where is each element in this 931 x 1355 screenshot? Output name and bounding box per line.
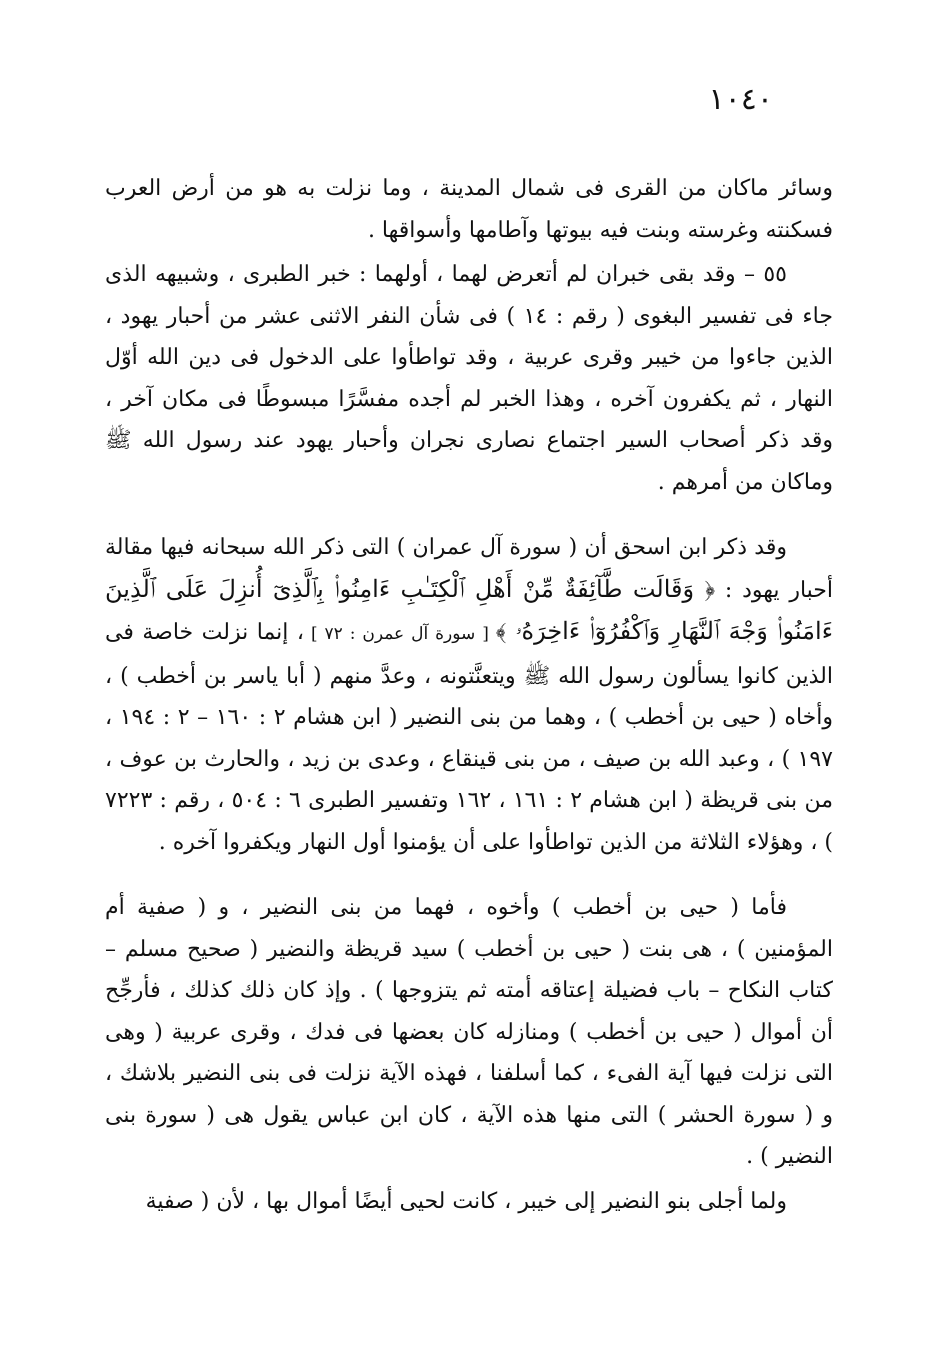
paragraph-4: فأما ( حيى بن أخطب ) وأخوه ، فهما من بنى النضير ، و ( صفية أم المؤمنين ) ، هى بنت ( حيى بن أخطب ) سيد قريظة والنضير ( صحيح مسلم – كتاب النكاح – باب فضيلة إعتاقه أمته ثم يتزوجها ) . وإذ كان ذلك كذلك ، فأرجِّح أن أموال ( حيى بن أخطب ) ومنازله كان بعضها فى فدك ، وقرى عربية ( وهى التى نزلت فيها آية الفىء ، كما أسلفنا ، فهذه الآية نزلت فى بنى النضير بلاشك ، و ( سورة الحشر ) التى منها هذه الآية ، كان ابن عباس يقول هى ( سورة بنى النضير ) . <box>105 895 833 1169</box>
paragraph-3 <box>105 527 833 863</box>
body-text <box>105 168 833 1222</box>
paragraph-5: ولما أجلى بنو النضير إلى خيبر ، كانت لحيى أيضًا أموال بها ، لأن ( صفية <box>145 1188 787 1214</box>
verse-reference: [ سورة آل عمرن : ٧٢ ] <box>304 624 496 644</box>
paragraph-2: ٥٥ – وقد بقى خبران لم أتعرض لهما ، أولهما : خبر الطبرى ، وشبيهه الذى جاء فى تفسير البغوى ( رقم : ١٤ ) فى شأن النفر الاثنى عشر من أحبار يهود ، الذين جاءوا من خيبر وقرى عربية ، وقد تواطأوا على الدخول فى دين الله أوّل النهار ، ثم يكفرون آخره ، وهذا الخبر لم أجده مفسَّرًا مبسوطًا فى مكان آخر ، وقد ذكر أصحاب السير اجتماع نصارى نجران وأحبار يهود عند رسول الله ﷺ وماكان من أمرهم . <box>105 262 833 495</box>
page-number: ١٠٤٠ <box>708 82 773 117</box>
paragraph-1: وسائر ماكان من القرى فى شمال المدينة ، وما نزلت به هو من أرض العرب فسكنته وغرسته وبنت فيه بيوتها وآطامها وأسواقها . <box>105 176 833 243</box>
quran-verse: ﴿ وَقَالَت طَّآئِفَةٌ مِّنْ أَهْلِ ٱلْكِتَـٰبِ ءَامِنُوا۟ بِٱلَّذِىٓ أُنزِلَ عَلَى ٱلَّذِينَ ءَامَنُوا۟ وَجْهَ ٱلنَّهَارِ وَٱكْفُرُوٓا۟ ءَاخِرَهُۥ ﴾ <box>105 574 833 645</box>
paragraph-3-body: ، إنما نزلت خاصة فى الذين كانوا يسألون رسول الله ﷺ ويتعنَّتونه ، وعدَّ منهم ( أبا ياسر بن أخطب ) ، وأخاه ( حيى بن أخطب ) ، وهما من بنى النضير ( ابن هشام ٢ : ١٦٠ – ٢ : ١٩٤ ، ١٩٧ ) ، وعبد الله بن صيف ، من بنى قينقاع ، وعدى بن زيد ، والحارث بن عوف ، من بنى قريظة ( ابن هشام ٢ : ١٦١ ، ١٦٢ وتفسير الطبرى ٦ : ٥٠٤ ، رقم : ٧٢٢٣ ) ، وهؤلاء الثلاثة من الذين تواطأوا على أن يؤمنوا أول النهار ويكفروا آخره . <box>105 620 833 855</box>
paragraph-3-intro: وقد ذكر ابن اسحق أن ( سورة آل عمران ) التى ذكر الله سبحانه فيها مقالة أحبار يهود : <box>105 535 833 603</box>
